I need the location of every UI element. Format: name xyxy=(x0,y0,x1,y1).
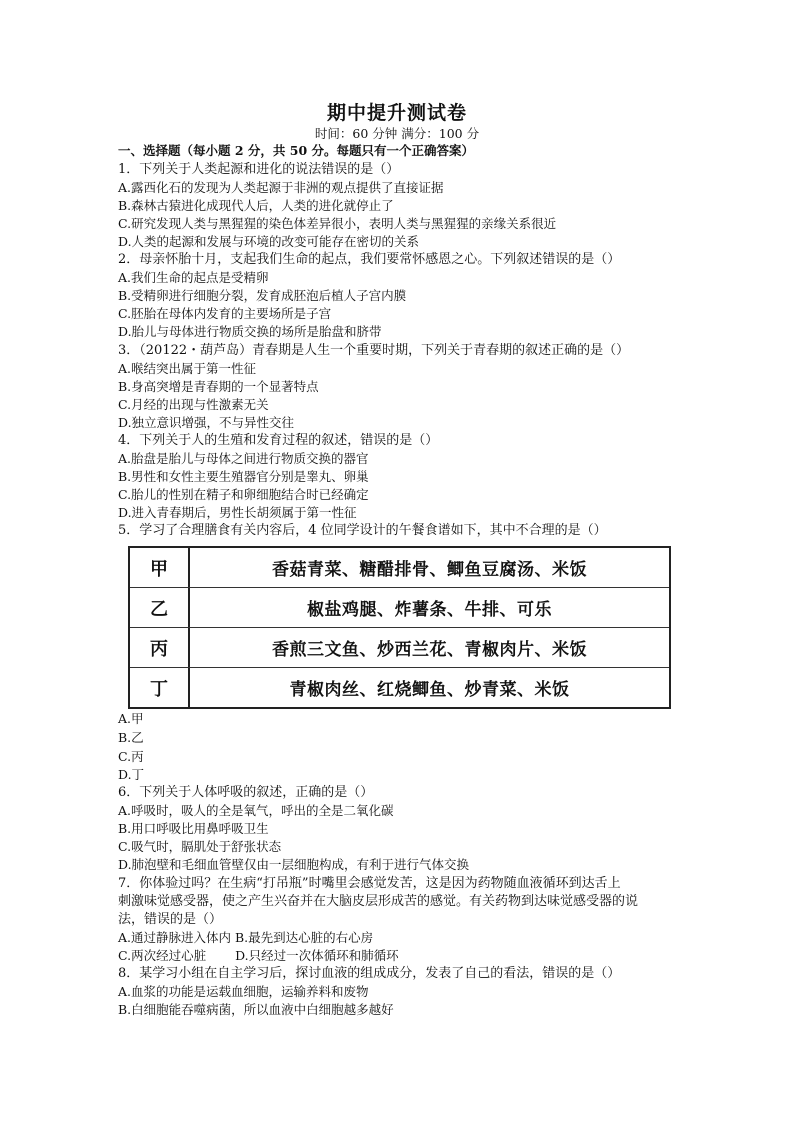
question-8-stem: 8．某学习小组在自主学习后，探讨血液的组成成分，发表了自己的看法，错误的是（） xyxy=(118,966,621,981)
question-2-stem: 2．母亲怀胎十月，支起我们生命的起点，我们要常怀感恩之心。下列叙述错误的是（） xyxy=(118,252,621,267)
question-7-stem-line-2: 刺激味觉感受器，使之产生兴奋并在大脑皮层形成苦的感觉。有关药物到达味觉感受器的说 xyxy=(118,894,639,909)
question-4-option-b: B.男性和女性主要生殖器官分别是睾丸、卵巢 xyxy=(118,469,369,484)
question-7-stem-line-3: 法，错误的是（） xyxy=(118,912,223,927)
page-title: 期中提升测试卷 xyxy=(326,102,467,124)
question-3-option-c: C.月经的出现与性激素无关 xyxy=(118,397,269,412)
question-8-option-b: B.白细胞能吞噬病菌，所以血液中白细胞越多越好 xyxy=(118,1002,394,1017)
menu-row-value: 香菇青菜、糖醋排骨、鲫鱼豆腐汤、米饭 xyxy=(272,560,587,580)
question-7-options-line-1: A.通过静脉进入体内 B.最先到达心脏的右心房 xyxy=(118,930,374,945)
question-1-option-c: C.研究发现人类与黑猩猩的染色体差异很小，表明人类与黑猩猩的亲缘关系很近 xyxy=(118,216,557,231)
question-1-stem: 1．下列关于人类起源和进化的说法错误的是（） xyxy=(118,162,400,177)
question-4-option-c: C.胎儿的性别在精子和卵细胞结合时已经确定 xyxy=(118,487,369,502)
question-7-stem-line-1: 7．你体验过吗？在生病“打吊瓶”时嘴里会感觉发苦，这是因为药物随血液循环到达舌上 xyxy=(118,876,621,891)
menu-row xyxy=(130,548,669,588)
menu-row xyxy=(130,588,669,628)
question-1-option-a: A.露西化石的发现为人类起源于非洲的观点提供了直接证据 xyxy=(118,180,444,195)
menu-table xyxy=(128,546,671,709)
question-3-stem: 3．（20122・葫芦岛）青春期是人生一个重要时期，下列关于青春期的叙述正确的是（） xyxy=(118,343,630,358)
question-2-option-a: A.我们生命的起点是受精卵 xyxy=(118,270,269,285)
question-5-option-c: C.丙 xyxy=(118,749,144,764)
section-heading: 一、选择题（每小题 2 分，共 50 分。每题只有一个正确答案） xyxy=(118,143,475,158)
question-1-option-b: B.森林古猿进化成现代人后，人类的进化就停止了 xyxy=(118,198,394,213)
question-1-option-d: D.人类的起源和发展与环境的改变可能存在密切的关系 xyxy=(118,234,420,249)
menu-row xyxy=(130,628,669,668)
question-6-option-c: C.吸气时，膈肌处于舒张状态 xyxy=(118,839,282,854)
question-5-option-d: D.丁 xyxy=(118,767,145,782)
question-6-stem: 6．下列关于人体呼吸的叙述，正确的是（） xyxy=(118,785,374,800)
question-6-option-b: B.用口呼吸比用鼻呼吸卫生 xyxy=(118,821,269,836)
menu-row xyxy=(130,668,669,707)
question-5-stem: 5．学习了合理膳食有关内容后，4 位同学设计的午餐食谱如下，其中不合理的是（） xyxy=(118,523,607,538)
exam-info: 时间：60 分钟 满分：100 分 xyxy=(314,126,480,141)
question-8-option-a: A.血浆的功能是运载血细胞，运输养料和废物 xyxy=(118,984,369,999)
question-4-option-a: A.胎盘是胎儿与母体之间进行物质交换的器官 xyxy=(118,451,369,466)
question-2-option-b: B.受精卵进行细胞分裂，发育成胚泡后植人子宫内膜 xyxy=(118,288,407,303)
menu-row-value: 青椒肉丝、红烧鲫鱼、炒青菜、米饭 xyxy=(289,680,570,700)
question-6-option-a: A.呼吸时，吸人的全是氧气，呼出的全是二氧化碳 xyxy=(118,803,394,818)
question-2-option-c: C.胚胎在母体内发育的主要场所是子宫 xyxy=(118,306,332,321)
question-7-options-line-2: C.两次经过心脏 D.只经过一次体循环和肺循环 xyxy=(118,948,399,963)
question-3-option-b: B.身高突增是青春期的一个显著特点 xyxy=(118,379,319,394)
question-3-option-a: A.喉结突出属于第一性征 xyxy=(118,361,257,376)
menu-row-key: 丁 xyxy=(130,668,190,707)
question-5-option-b: B.乙 xyxy=(118,730,144,745)
menu-row-key: 乙 xyxy=(130,588,190,627)
question-5-option-a: A.甲 xyxy=(118,711,144,726)
question-6-option-d: D.肺泡壁和毛细血管壁仅由一层细胞构成，有利于进行气体交换 xyxy=(118,857,470,872)
menu-row-key: 甲 xyxy=(130,548,190,587)
menu-row-value: 香煎三文鱼、炒西兰花、青椒肉片、米饭 xyxy=(272,640,587,660)
question-4-stem: 4．下列关于人的生殖和发育过程的叙述，错误的是（） xyxy=(118,433,439,448)
menu-row-value: 椒盐鸡腿、炸薯条、牛排、可乐 xyxy=(307,600,552,620)
question-2-option-d: D.胎儿与母体进行物质交换的场所是胎盘和脐带 xyxy=(118,324,382,339)
question-3-option-d: D.独立意识增强，不与异性交往 xyxy=(118,415,295,430)
question-4-option-d: D.进入青春期后，男性长胡须属于第一性征 xyxy=(118,505,357,520)
menu-row-key: 丙 xyxy=(130,628,190,667)
